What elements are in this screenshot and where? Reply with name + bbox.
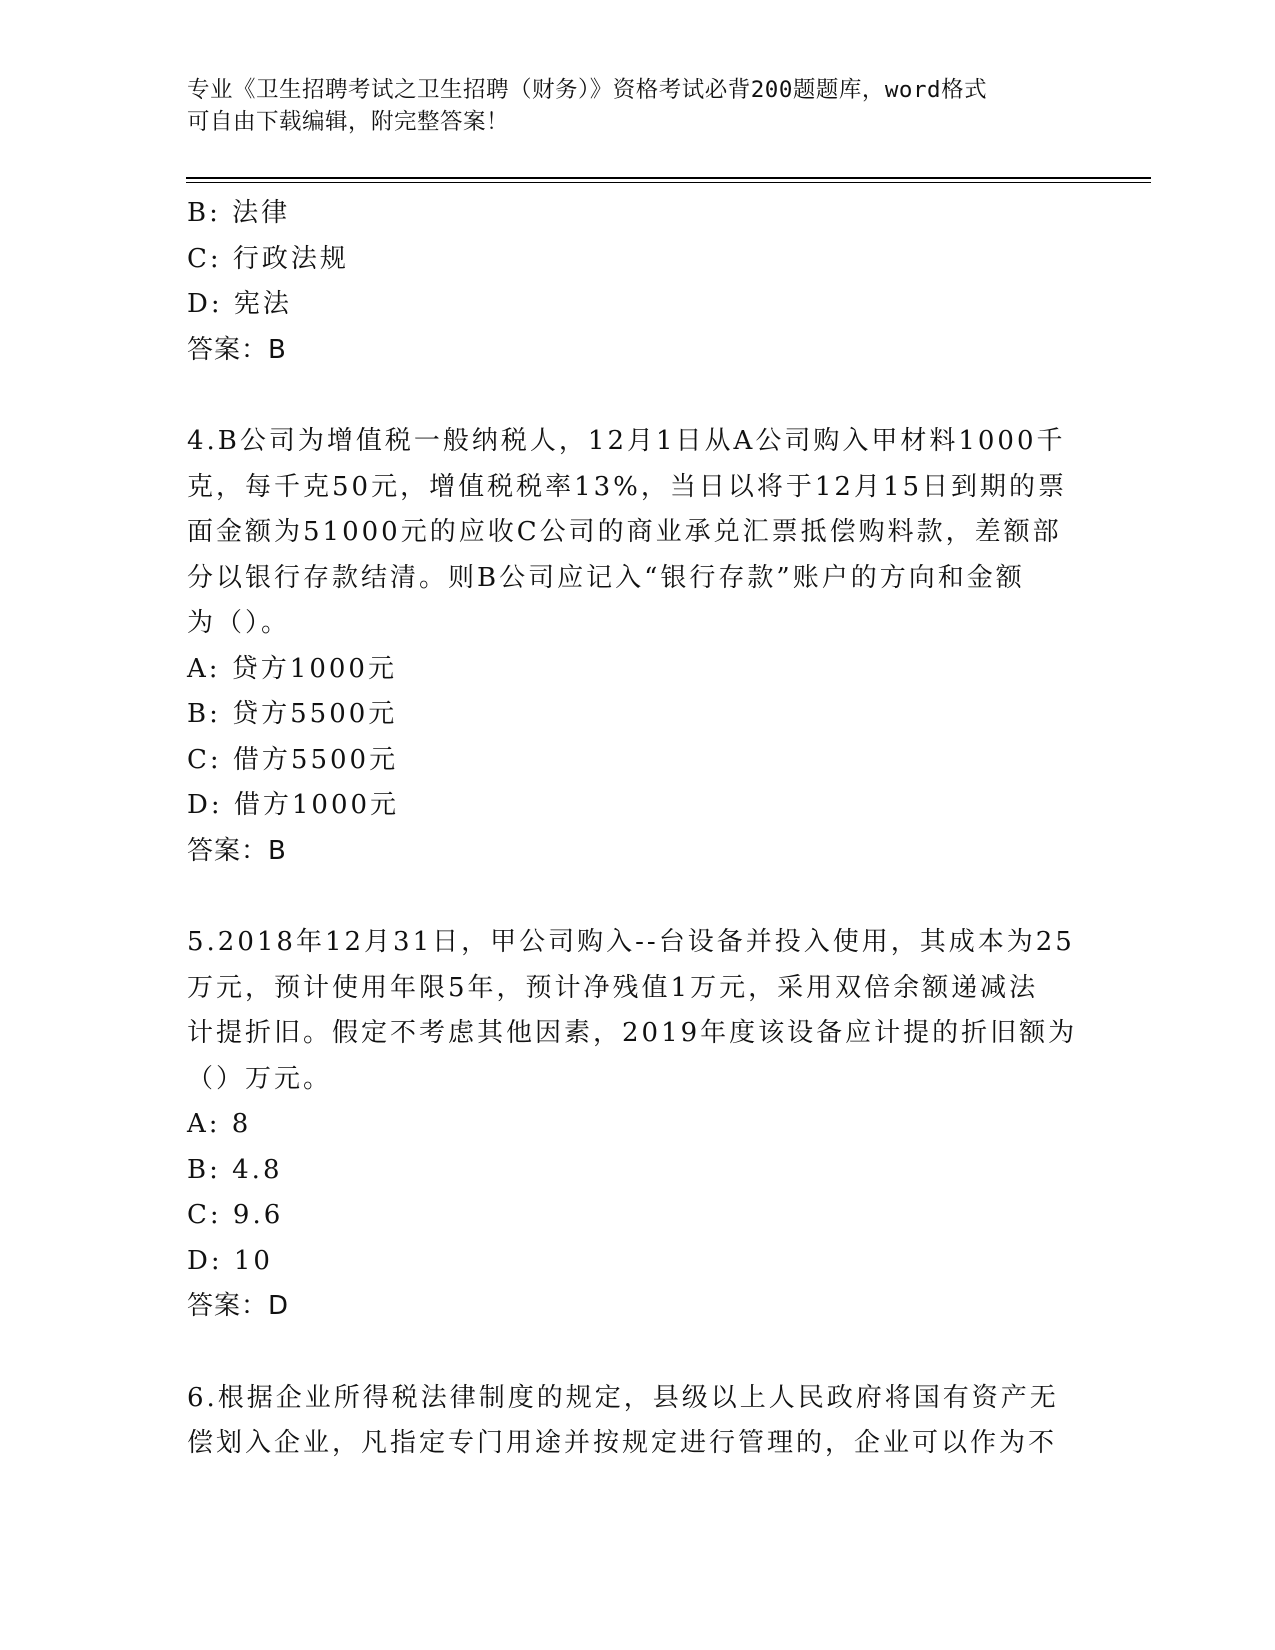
answer: 答案：D — [187, 1291, 290, 1321]
question-text-line: 偿划入企业，凡指定专门用途并按规定进行管理的，企业可以作为不 — [187, 1428, 1058, 1458]
question-text-line: 面金额为51000元的应收C公司的商业承兑汇票抵偿购料款，差额部 — [187, 517, 1062, 547]
option-d: D: 宪法 — [187, 289, 292, 319]
question-text-line: 克，每千克50元，增值税税率13%，当日以将于12月15日到期的票 — [187, 471, 1068, 502]
option-a: A: 8 — [187, 1109, 252, 1139]
option-d: D: 借方1000元 — [187, 790, 400, 820]
question-text-line: 4.B公司为增值税一般纳税人，12月1日从A公司购入甲材料1000千 — [187, 426, 1066, 456]
option-b: B: 4.8 — [187, 1154, 283, 1185]
header-divider-thick — [186, 177, 1151, 179]
question-text-line: （）万元。 — [187, 1063, 333, 1094]
question-text-line: 5.2018年12月31日，甲公司购入--台设备并投入使用，其成本为25 — [187, 927, 1075, 957]
answer: 答案：B — [187, 334, 287, 365]
option-c: C: 行政法规 — [187, 243, 349, 274]
question-text-line: 6.根据企业所得税法律制度的规定，县级以上人民政府将国有资产无 — [187, 1382, 1059, 1413]
option-d: D: 10 — [187, 1245, 273, 1276]
option-b: B: 贷方5500元 — [187, 699, 398, 729]
option-c: C: 9.6 — [187, 1200, 284, 1230]
question-text-line: 为（）。 — [187, 608, 291, 638]
question-text-line: 万元，预计使用年限5年，预计净残值1万元，采用双倍余额递减法 — [187, 972, 1039, 1003]
question-6 — [187, 1376, 1087, 1467]
question-text-line: 计提折旧。假定不考虑其他因素，2019年度该设备应计提的折旧额为 — [187, 1018, 1078, 1048]
question-text-line: 分以银行存款结清。则B公司应记入“银行存款”账户的方向和金额 — [187, 562, 1025, 593]
document-header — [187, 74, 1067, 138]
question-3 — [187, 191, 1087, 373]
header-line-1: 专业《卫生招聘考试之卫生招聘（财务）》资格考试必背200题题库，word格式 — [187, 77, 988, 103]
option-c: C: 借方5500元 — [187, 744, 399, 775]
answer: 答案：B — [187, 835, 287, 866]
header-divider-thin — [186, 182, 1151, 183]
question-list — [187, 191, 1087, 1467]
header-line-2: 可自由下载编辑，附完整答案！ — [187, 109, 510, 135]
question-5 — [187, 920, 1087, 1330]
question-4 — [187, 419, 1087, 874]
option-a: A: 贷方1000元 — [187, 653, 397, 684]
option-b: B: 法律 — [187, 198, 291, 228]
